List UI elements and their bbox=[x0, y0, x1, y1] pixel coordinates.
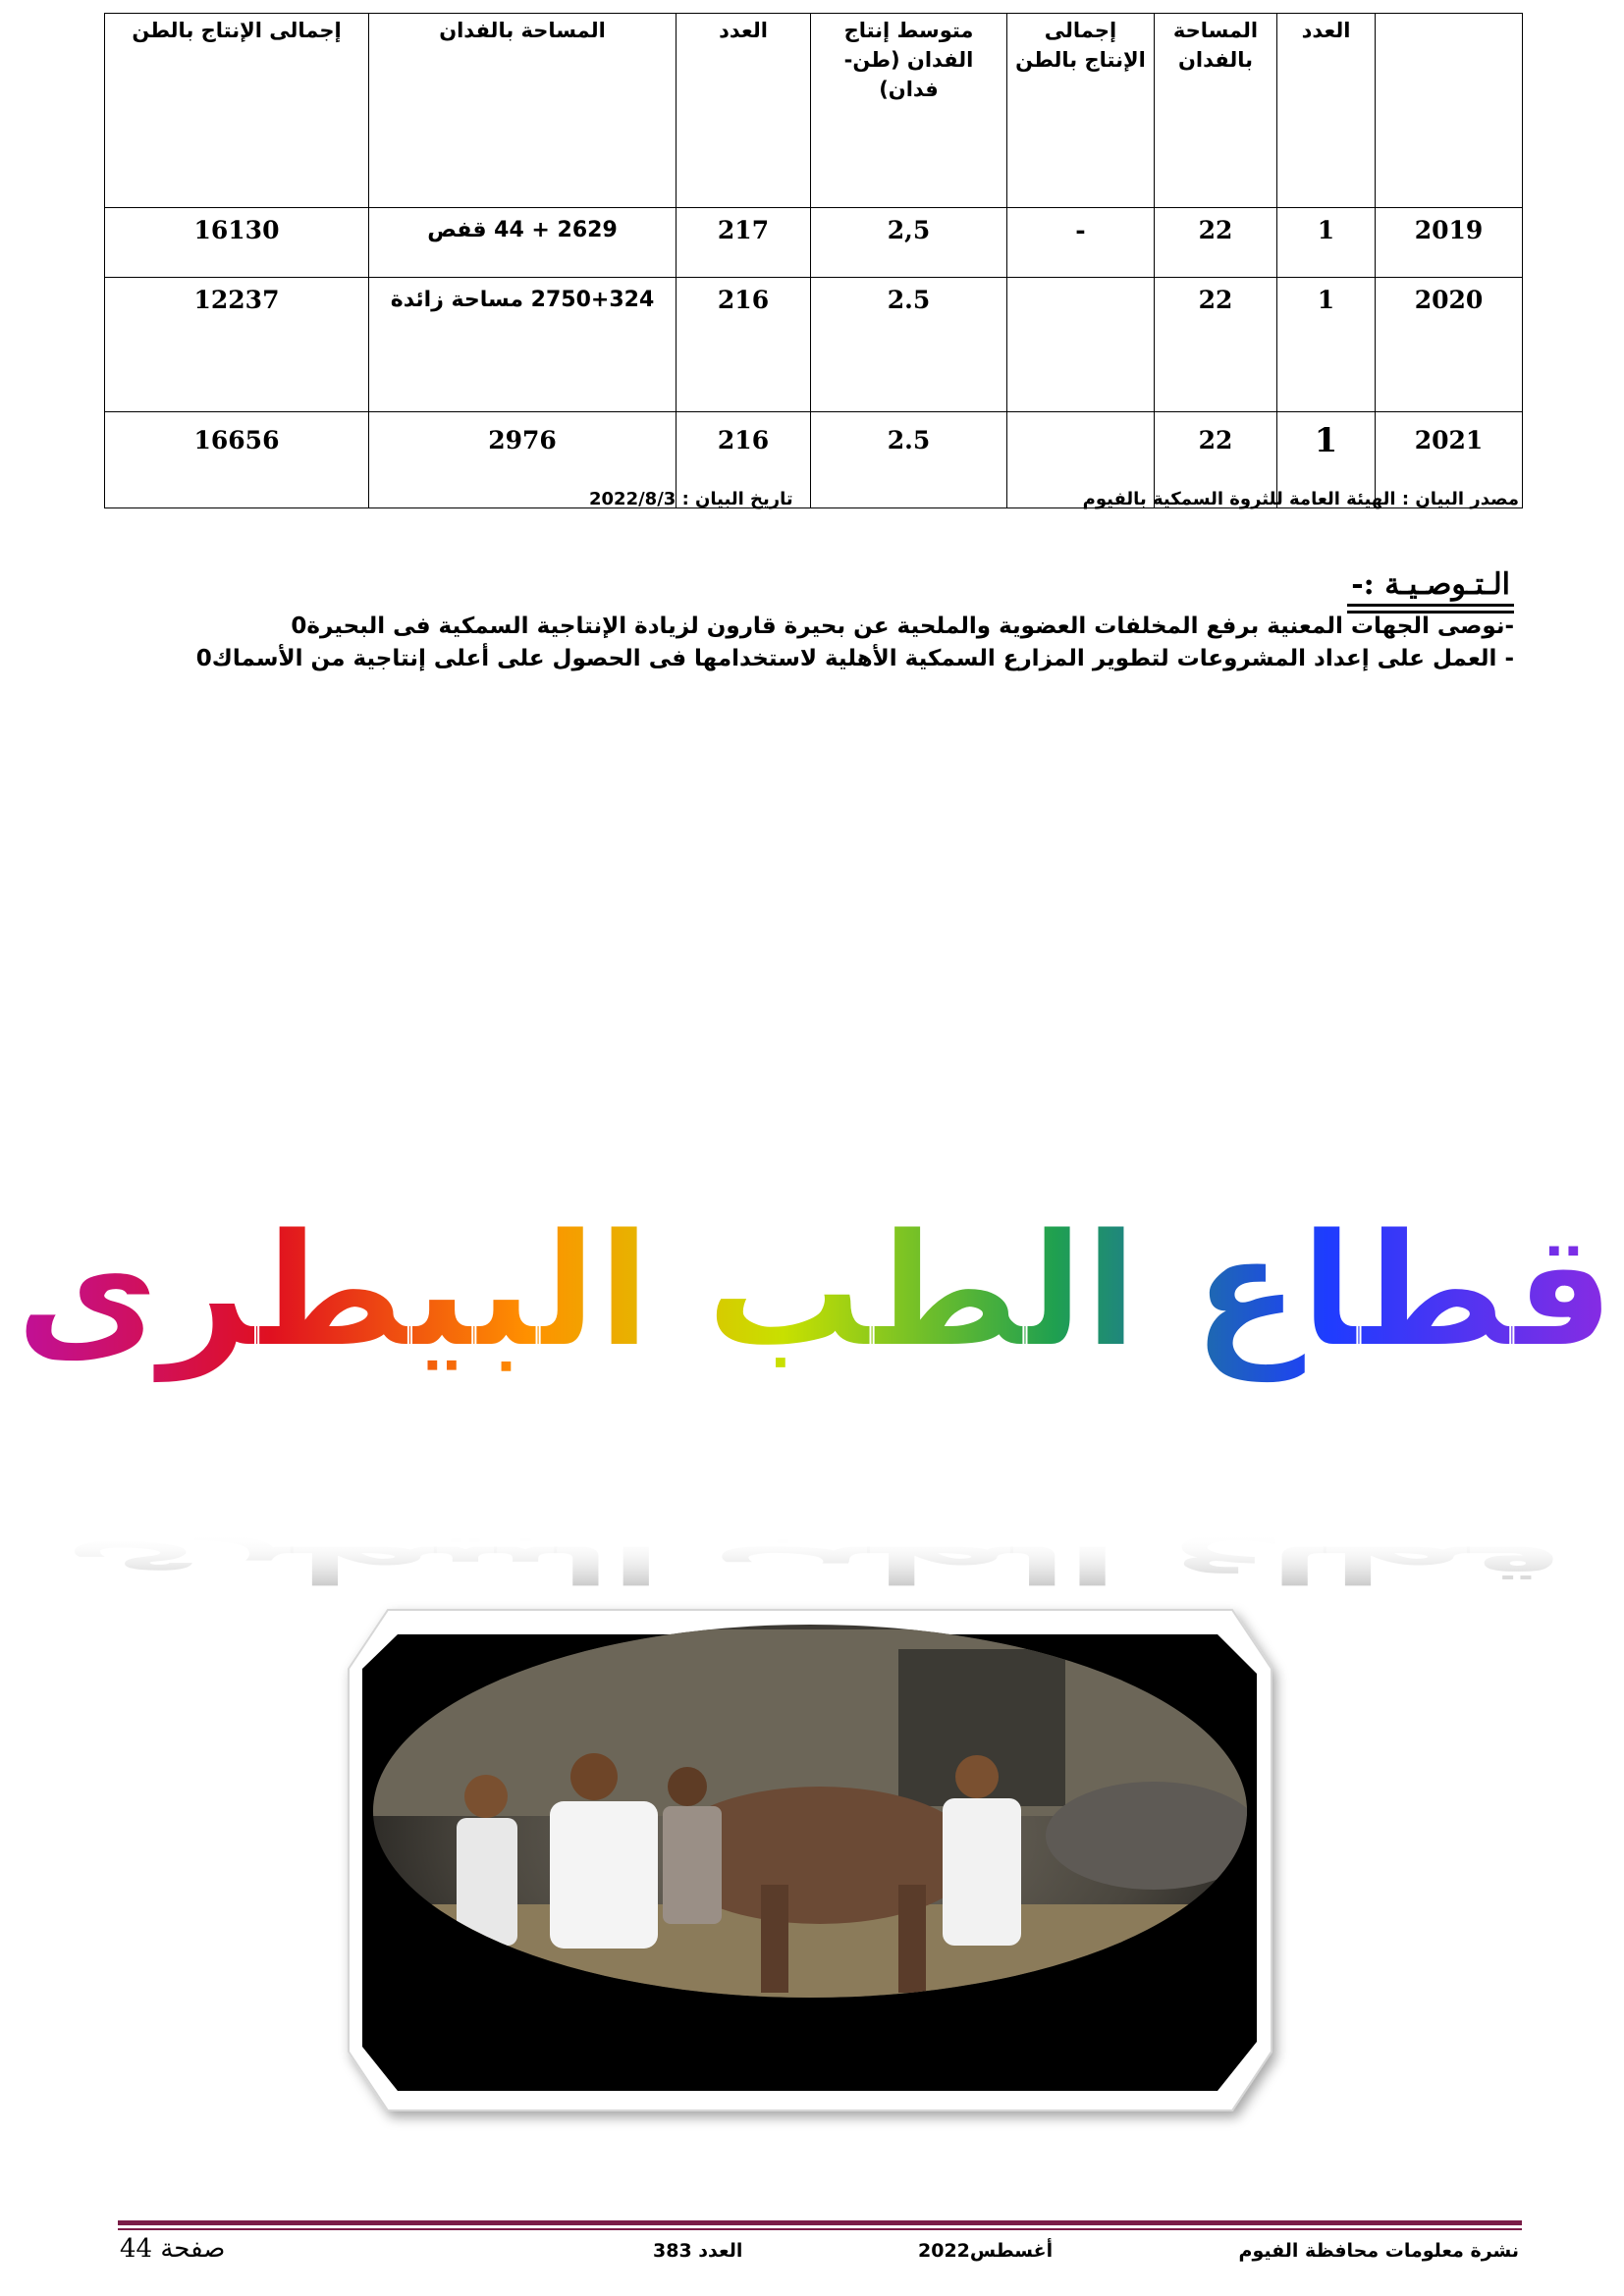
cell-avg-production: 2,5 bbox=[811, 208, 1007, 278]
footer-divider bbox=[118, 2220, 1522, 2225]
cell-count-2: 217 bbox=[677, 208, 811, 278]
data-date: تاريخ البيان : 2022/8/3 bbox=[589, 489, 793, 509]
header-cell-count: العدد bbox=[1277, 14, 1376, 208]
recommendation-item: -نوصى الجهات المعنية برفع المخلفات العضوية والملحية عن بحيرة قارون لزيادة الإنتاجية السمكية فى البحيرة0 bbox=[291, 614, 1514, 639]
cell-count-2: 216 bbox=[677, 278, 811, 412]
cell-area-2: 2629 + 44 قفص bbox=[369, 208, 677, 278]
header-cell-area-2: المساحة بالفدان bbox=[369, 14, 677, 208]
fisheries-table bbox=[104, 13, 1523, 508]
cell-year: 2019 bbox=[1376, 208, 1523, 278]
veterinary-photo bbox=[349, 1610, 1272, 2110]
data-source: مصدر البيان : الهيئة العامة للثروة السمكية بالفيوم bbox=[1082, 489, 1519, 509]
cell-avg-production: 2.5 bbox=[811, 412, 1007, 508]
cell-area: 22 bbox=[1155, 208, 1277, 278]
header-cell-avg-production: متوسط إنتاج الفدان (طن-فدان) bbox=[811, 14, 1007, 208]
section-heading-wordart bbox=[15, 1148, 1615, 1595]
recommendation-item: - العمل على إعداد المشروعات لتطوير المزارع السمكية الأهلية لاستخدامها فى الحصول على أعلى إنتاجية من الأسماك0 bbox=[195, 646, 1514, 671]
cell-avg-production: 2.5 bbox=[811, 278, 1007, 412]
heading-reflection: قطاع الطب البيطرى bbox=[65, 1533, 1565, 1595]
footer-divider-thin bbox=[118, 2228, 1522, 2230]
table-row bbox=[105, 208, 1523, 278]
cell-total-production bbox=[1007, 278, 1155, 412]
footer-page-number: صفحة 44 bbox=[120, 2234, 226, 2264]
footer-issue: العدد 383 bbox=[653, 2240, 743, 2262]
heading-text: قطاع الطب البيطرى bbox=[15, 1199, 1615, 1382]
cell-area: 22 bbox=[1155, 412, 1277, 508]
recommendation-title: الـتـوصـيـة :- bbox=[1347, 567, 1514, 607]
cell-year: 2021 bbox=[1376, 412, 1523, 508]
cell-year: 2020 bbox=[1376, 278, 1523, 412]
header-cell-area: المساحة بالفدان bbox=[1155, 14, 1277, 208]
cell-count-2: 216 bbox=[677, 412, 811, 508]
table-header-row bbox=[105, 14, 1523, 208]
cell-area-2: 2750+324 مساحة زائدة bbox=[369, 278, 677, 412]
footer-publication: نشرة معلومات محافظة الفيوم bbox=[1238, 2240, 1519, 2262]
cell-total-production-2: 12237 bbox=[105, 278, 369, 412]
cell-total-production-2: 16130 bbox=[105, 208, 369, 278]
cell-count: 1 bbox=[1277, 278, 1376, 412]
cell-total-production: - bbox=[1007, 208, 1155, 278]
table-row bbox=[105, 278, 1523, 412]
cell-area-2: 2976 bbox=[369, 412, 677, 508]
header-cell-total-production-2: إجمالى الإنتاج بالطن bbox=[105, 14, 369, 208]
cell-total-production-2: 16656 bbox=[105, 412, 369, 508]
header-cell-count-2: العدد bbox=[677, 14, 811, 208]
header-cell-total-production: إجمالى الإنتاج بالطن bbox=[1007, 14, 1155, 208]
header-cell-year bbox=[1376, 14, 1523, 208]
footer-month: أغسطس2022 bbox=[918, 2240, 1054, 2262]
cell-area: 22 bbox=[1155, 278, 1277, 412]
cell-count: 1 bbox=[1277, 412, 1376, 508]
cell-count: 1 bbox=[1277, 208, 1376, 278]
